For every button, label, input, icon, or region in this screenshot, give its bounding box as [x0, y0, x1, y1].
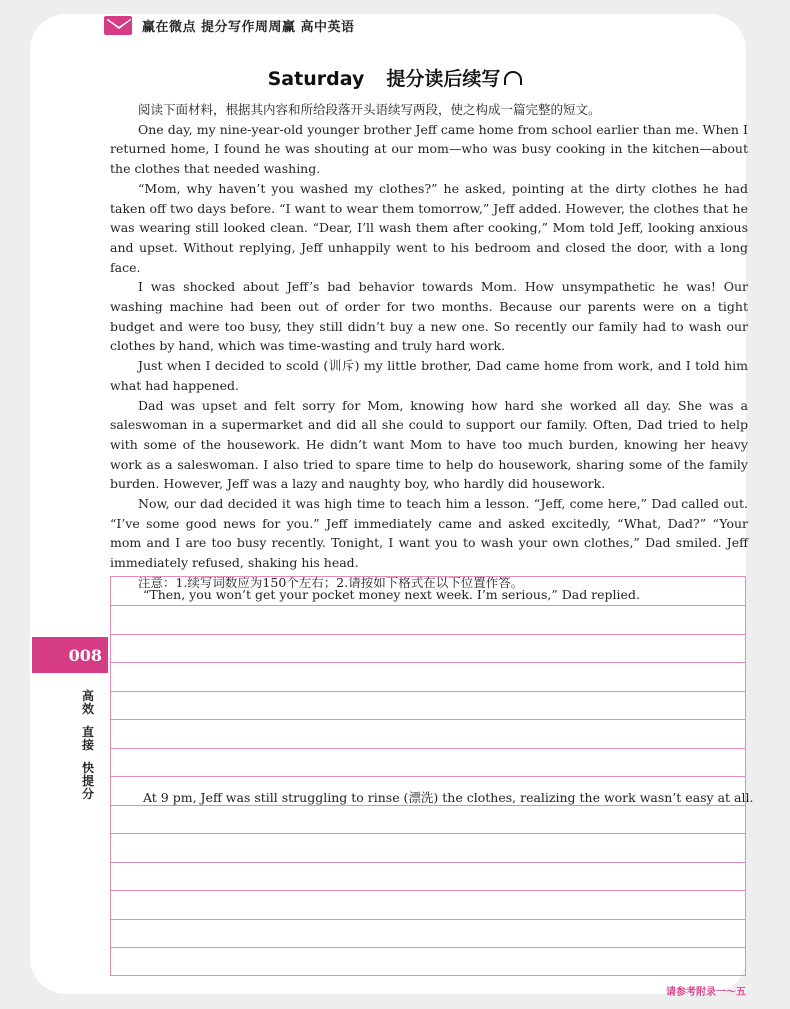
- page-title: [0, 64, 790, 91]
- footer-note: 请参考附录一～五: [666, 987, 746, 998]
- paragraph: One day, my nine-year-old younger brother Jeff came home from school earlier than me. When I returned home, I found he was shouting at our mom—who was busy cooking in the kitchen—about the clothes that needed washing.: [110, 121, 748, 177]
- title-topic: 提分读后续写: [386, 68, 501, 90]
- answer-area[interactable]: [110, 576, 754, 976]
- header-text: 赢在微点 提分写作周周赢 高中英语: [142, 19, 355, 35]
- envelope-icon: [104, 16, 132, 35]
- ruled-line: [111, 691, 745, 692]
- paragraph: Dad was upset and felt sorry for Mom, knowing how hard she worked all day. She was a saleswoman in a supermarket and did all she could to support our family. Often, Dad tried to help with some of the housework. He didn’t want Mom to have too much burden, knowing her heavy work as a saleswoman. I also tried to spare time to help do housework, sharing some of the family burden. However, Jeff was a lazy and naughty boy, who hardly did housework.: [110, 397, 748, 492]
- page-header: [104, 14, 355, 36]
- paragraph: Just when I decided to scold (训斥) my little brother, Dad came home from work, and I told him what had happened.: [110, 358, 748, 393]
- ruled-line: [111, 919, 745, 920]
- ruled-line: [111, 862, 745, 863]
- note: 注意：1.续写词数应为150个左右；2.请按如下格式在以下位置作答。: [138, 574, 524, 590]
- paragraph: “Mom, why haven’t you washed my clothes?” he asked, pointing at the dirty clothes he had taken off two days before. “I want to wear them tomorrow,” Jeff added. However, the clothes that he was wearing still looked clean. “Dear, I’ll wash them after cooking,” Mom told Jeff, looking anxious and upset. Without replying, Jeff unhappily went to his bedroom and closed the door, with a long face.: [110, 180, 748, 275]
- paragraph: Now, our dad decided it was high time to teach him a lesson. “Jeff, come here,” Dad called out. “I’ve some good news for you.” Jeff immediately came and asked excitedly, “What, Dad?” “Your mom and I are too busy recently. Tonight, I want you to wash your own clothes,” Dad smiled. Jeff immediately refused, shaking his head.: [110, 496, 748, 571]
- continuation-prompt-2: At 9 pm, Jeff was still struggling to rinse (漂洗) the clothes, realizing the work wasn’t easy at all.: [143, 790, 754, 805]
- ruled-line: [111, 748, 745, 749]
- ruled-line: [111, 662, 745, 663]
- side-label: 直接: [81, 725, 94, 752]
- ruled-line: [111, 947, 745, 948]
- page-number: 008: [32, 637, 108, 673]
- ruled-line: [111, 776, 745, 777]
- paragraph: I was shocked about Jeff’s bad behavior towards Mom. How unsympathetic he was! Our washing machine had been out of order for two months. Because our parents were on a tight budget and were too busy, they still didn’t buy a new one. So recently our family had to wash our clothes by hand, which was time-wasting and truly hard work.: [110, 279, 748, 354]
- ruled-line: [111, 719, 745, 720]
- reading-text: [110, 100, 748, 593]
- ruled-line: [111, 890, 745, 891]
- side-label: 高效: [81, 689, 94, 716]
- side-labels: [80, 690, 96, 811]
- continuation-prompt-1: “Then, you won’t get your pocket money next week. I’m serious,” Dad replied.: [143, 587, 640, 602]
- title-day: Saturday: [267, 68, 365, 90]
- ruled-line: [111, 634, 745, 635]
- ruled-line: [111, 605, 745, 606]
- instruction: 阅读下面材料，根据其内容和所给段落开头语续写两段，使之构成一篇完整的短文。: [138, 102, 601, 117]
- headphone-icon: [504, 71, 522, 85]
- ruled-line: [111, 833, 745, 834]
- side-label: 快提分: [81, 761, 94, 801]
